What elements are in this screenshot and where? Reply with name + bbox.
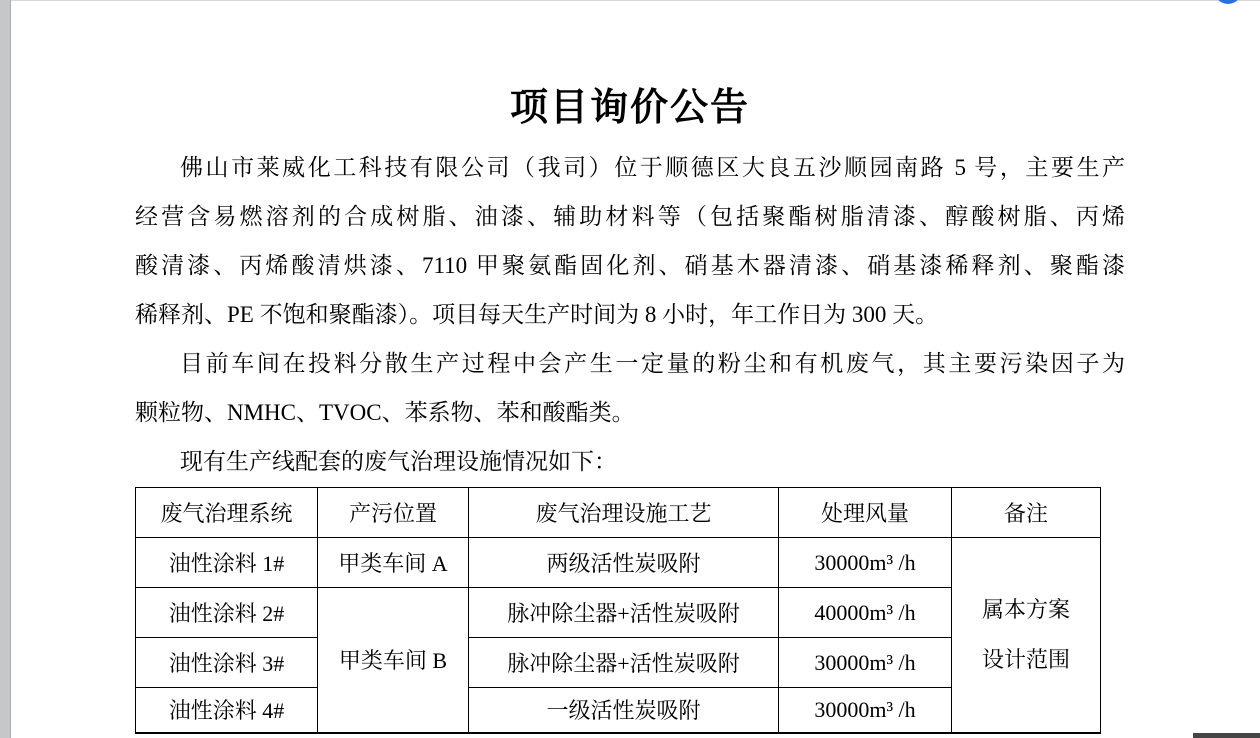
waste-gas-treatment-table	[135, 487, 1101, 734]
bottom-right-edge-bar	[1193, 733, 1260, 738]
airflow-cell: 30000m³ /h	[779, 688, 952, 733]
system-cell: 油性涂料 4#	[136, 688, 318, 733]
process-cell: 脉冲除尘器+活性炭吸附	[469, 638, 779, 688]
system-cell: 油性涂料 2#	[136, 588, 318, 638]
header-process: 废气治理设施工艺	[469, 488, 779, 538]
header-system: 废气治理系统	[136, 488, 318, 538]
paragraph1-line2: 经营含易燃溶剂的合成树脂、油漆、辅助材料等（包括聚酯树脂清漆、醇酸树脂、丙烯	[135, 204, 1125, 229]
paragraph3-line1: 现有生产线配套的废气治理设施情况如下：	[180, 449, 617, 474]
header-airflow: 处理风量	[779, 488, 952, 538]
table-header-row	[136, 488, 1101, 538]
page-top-edge	[11, 0, 1260, 1]
paragraph2-line2: 颗粒物、NMHC、TVOC、苯系物、苯和酸酯类。	[135, 400, 635, 425]
process-cell: 脉冲除尘器+活性炭吸附	[469, 588, 779, 638]
header-remark: 备注	[952, 488, 1101, 538]
viewer-margin-strip	[0, 0, 11, 738]
page-title: 项目询价公告	[509, 87, 750, 129]
airflow-cell: 30000m³ /h	[779, 638, 952, 688]
airflow-cell: 40000m³ /h	[779, 588, 952, 638]
process-cell: 两级活性炭吸附	[469, 538, 779, 588]
paragraph2-line1: 目前车间在投料分散生产过程中会产生一定量的粉尘和有机废气，其主要污染因子为	[180, 351, 1125, 376]
table-row	[136, 538, 1101, 588]
remark-cell	[952, 538, 1101, 733]
location-cell: 甲类车间 A	[318, 538, 469, 588]
remark-line-1: 属本方案	[981, 596, 1070, 622]
paragraph1-line3: 酸清漆、丙烯酸清烘漆、7110 甲聚氨酯固化剂、硝基木器清漆、硝基漆稀释剂、聚酯漆	[135, 253, 1125, 278]
header-location: 产污位置	[318, 488, 469, 538]
paragraph1-line4: 稀释剂、PE 不饱和聚酯漆）。项目每天生产时间为 8 小时，年工作日为 300 天。	[135, 302, 939, 327]
system-cell: 油性涂料 3#	[136, 638, 318, 688]
location-cell: 甲类车间 B	[318, 588, 469, 733]
airflow-cell: 30000m³ /h	[779, 538, 952, 588]
paragraph1-line1: 佛山市莱威化工科技有限公司（我司）位于顺德区大良五沙顺园南路 5 号，主要生产	[180, 155, 1125, 180]
remark-line-2: 设计范围	[981, 646, 1070, 672]
process-cell: 一级活性炭吸附	[469, 688, 779, 733]
system-cell: 油性涂料 1#	[136, 538, 318, 588]
